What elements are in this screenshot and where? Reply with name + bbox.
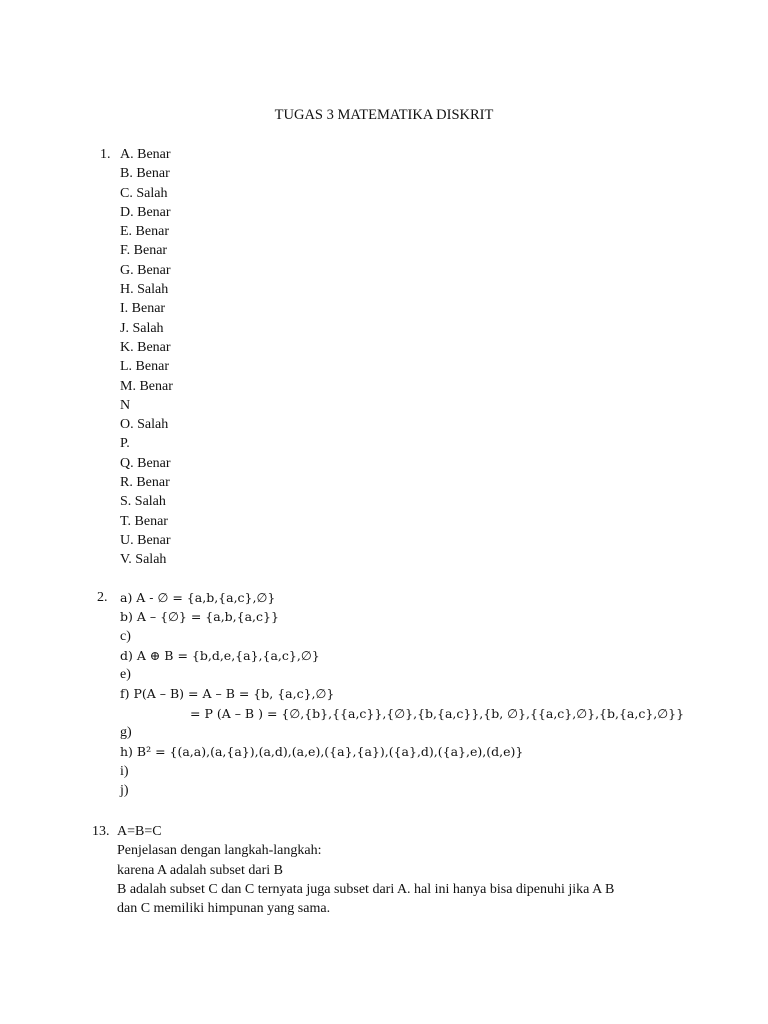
answer-2h: h) B² = {(a,a),(a,{a}),(a,d),(a,e),({a},{a}),({a},d),({a},e),(d,e)} <box>120 744 524 760</box>
answer-2j: j) <box>120 782 129 798</box>
answer-2d: d) A ⊕ B = {b,d,e,{a},{a,c},∅} <box>120 647 320 663</box>
answer-h: H. Salah <box>120 282 169 298</box>
answer-n: N <box>120 397 131 413</box>
document-title: TUGAS 3 MATEMATIKA DISKRIT <box>274 107 494 123</box>
answer-t: T. Benar <box>120 513 168 529</box>
answer-l: L. Benar <box>120 359 169 375</box>
answer-k: K. Benar <box>120 339 171 355</box>
answer-c: C. Salah <box>120 185 168 201</box>
answer-2e: e) <box>120 667 131 683</box>
explanation-line: B adalah subset C dan C ternyata juga subset dari A. hal ini hanya bisa dipenuhi jika A B <box>117 881 615 897</box>
answer-s: S. Salah <box>120 494 166 510</box>
question-1-answers <box>120 145 173 570</box>
answer-q: Q. Benar <box>120 455 171 471</box>
answer-2c: c) <box>120 628 131 644</box>
answer-g: G. Benar <box>120 262 171 278</box>
answer-2f-continued: = P (A – B ) = {∅,{b},{{a,c}},{∅},{b,{a,c}},{b, ∅},{{a,c},∅},{b,{a,c},∅}} <box>190 705 685 721</box>
explanation-line: karena A adalah subset dari B <box>117 862 284 878</box>
question-2-number: 2. <box>97 590 108 605</box>
answer-i: I. Benar <box>120 301 166 317</box>
answer-a: A. Benar <box>120 147 171 162</box>
question-2-lines <box>120 588 684 800</box>
answer-b: B. Benar <box>120 166 170 182</box>
question-13-lines <box>117 822 614 918</box>
answer-2b: b) A – {∅} = {a,b,{a,c}} <box>120 609 279 625</box>
answer-2a: a) A - ∅ = {a,b,{a,c},∅} <box>120 590 276 605</box>
answer-j: J. Salah <box>120 320 164 336</box>
question-13-number: 13. <box>92 824 110 839</box>
answer-v: V. Salah <box>120 552 167 568</box>
explanation-line: dan C memiliki himpunan yang sama. <box>117 901 331 917</box>
answer-2f: f) P(A – B) = A – B = {b, {a,c},∅} <box>120 686 335 702</box>
answer-13-heading: A=B=C <box>117 824 162 839</box>
answer-p: P. <box>120 436 130 452</box>
question-1-number: 1. <box>100 147 111 162</box>
answer-r: R. Benar <box>120 475 170 491</box>
explanation-line: Penjelasan dengan langkah-langkah: <box>117 843 322 859</box>
answer-d: D. Benar <box>120 204 171 220</box>
answer-2g: g) <box>120 725 132 741</box>
answer-u: U. Benar <box>120 532 171 548</box>
answer-m: M. Benar <box>120 378 173 394</box>
answer-e: E. Benar <box>120 224 169 240</box>
answer-2i: i) <box>120 763 129 779</box>
answer-f: F. Benar <box>120 243 168 259</box>
answer-o: O. Salah <box>120 417 169 433</box>
